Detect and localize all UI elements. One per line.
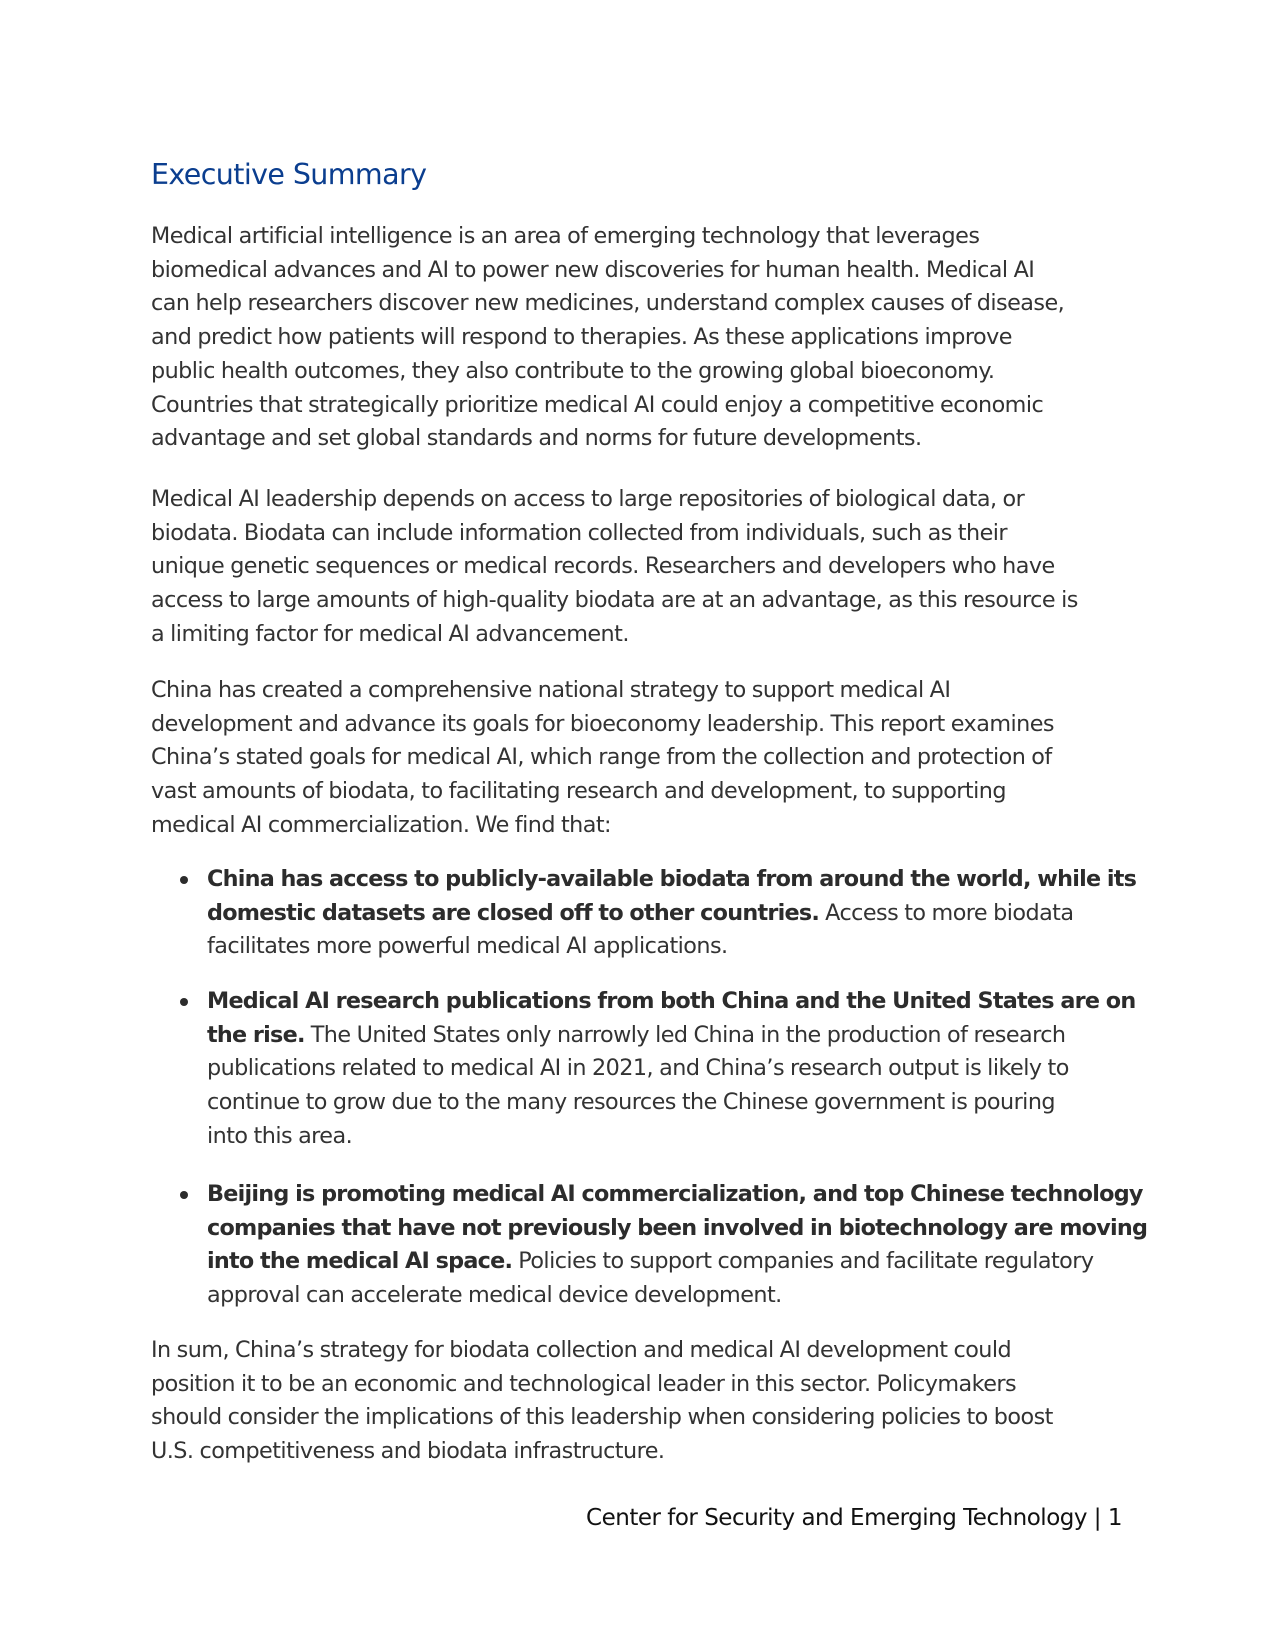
text-line: Countries that strategically prioritize medical AI could enjoy a competitive economic <box>151 391 1044 418</box>
text-line: continue to grow due to the many resources the Chinese government is pouring <box>207 1089 1056 1116</box>
text-line: vast amounts of biodata, to facilitating research and development, to supporting <box>151 778 1006 805</box>
text-line: access to large amounts of high-quality biodata are at an advantage, as this resource is <box>151 587 1078 614</box>
text-line: into this area. <box>207 1122 353 1149</box>
finding-item <box>207 1178 1148 1313</box>
text-line: development and advance its goals for bioeconomy leadership. This report examines <box>151 710 1054 737</box>
text-line: should consider the implications of this leadership when considering policies to boost <box>151 1404 1053 1431</box>
page-number: 1 <box>1107 1505 1122 1531</box>
text-line: and predict how patients will respond to therapies. As these applications improve <box>151 324 1012 351</box>
bullet-icon <box>180 876 188 884</box>
text-line: public health outcomes, they also contribute to the growing global bioeconomy. <box>151 357 995 384</box>
footer-separator: | <box>1086 1505 1108 1531</box>
text-line: U.S. competitiveness and biodata infrastructure. <box>151 1438 665 1465</box>
finding-item <box>207 863 1137 964</box>
text-line: medical AI commercialization. We find that: <box>151 811 612 838</box>
text-line: In sum, China’s strategy for biodata collection and medical AI development could <box>151 1337 1012 1363</box>
text-line: position it to be an economic and technological leader in this sector. Policymakers <box>151 1370 1017 1397</box>
paragraph-conclusion <box>151 1334 1113 1469</box>
text-line: unique genetic sequences or medical records. Researchers and developers who have <box>151 553 1055 580</box>
text-line: China has created a comprehensive national strategy to support medical AI <box>151 677 951 703</box>
finding-item <box>207 985 1136 1154</box>
text-line: approval can accelerate medical device development. <box>207 1282 782 1309</box>
section-heading: Executive Summary <box>151 158 427 191</box>
text-line: companies that have not previously been involved in biotechnology are moving <box>207 1214 1148 1241</box>
text-line: Medical artificial intelligence is an area of emerging technology that leverages <box>151 223 980 249</box>
paragraph-intro <box>151 220 1113 456</box>
paragraph-biodata <box>151 483 1113 652</box>
paragraph-strategy <box>151 674 1113 843</box>
text-line: publications related to medical AI in 2021, and China’s research output is likely to <box>207 1055 1069 1082</box>
text-line: biodata. Biodata can include information collected from individuals, such as their <box>151 519 1008 546</box>
bullet-icon <box>180 1191 188 1199</box>
text-line: China’s stated goals for medical AI, which range from the collection and protection of <box>151 744 1052 771</box>
footer-organization: Center for Security and Emerging Technology <box>586 1505 1087 1531</box>
text-line: can help researchers discover new medicines, understand complex causes of disease, <box>151 290 1065 317</box>
text-line: the rise. The United States only narrowly led China in the production of research <box>207 1021 1066 1048</box>
text-line: into the medical AI space. Policies to support companies and facilitate regulatory <box>207 1248 1094 1275</box>
text-line: China has access to publicly-available biodata from around the world, while its <box>207 866 1137 892</box>
text-line: advantage and set global standards and norms for future developments. <box>151 425 922 452</box>
page-footer <box>586 1505 1122 1531</box>
text-line: Beijing is promoting medical AI commercialization, and top Chinese technology <box>207 1181 1143 1207</box>
text-line: Medical AI research publications from both China and the United States are on <box>207 988 1136 1014</box>
text-line: biomedical advances and AI to power new discoveries for human health. Medical AI <box>151 256 1035 283</box>
text-line: Medical AI leadership depends on access to large repositories of biological data, or <box>151 486 1025 512</box>
text-line: domestic datasets are closed off to other countries. Access to more biodata <box>207 899 1074 926</box>
bullet-icon <box>180 998 188 1006</box>
text-line: facilitates more powerful medical AI applications. <box>207 933 728 960</box>
text-line: a limiting factor for medical AI advancement. <box>151 620 629 647</box>
